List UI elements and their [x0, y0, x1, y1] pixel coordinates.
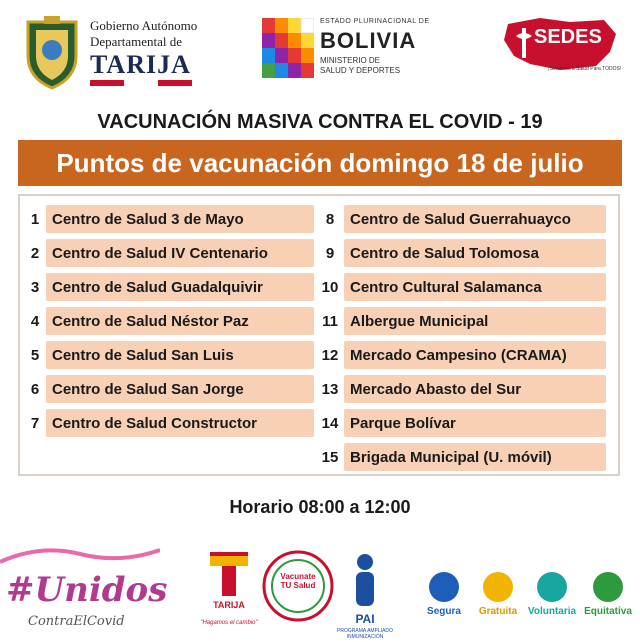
unidos-contra-covid-logo: [0, 570, 168, 642]
tarija-seal-icon: [18, 12, 86, 90]
vacunate-line1: Vacunate: [280, 572, 316, 581]
list-item: [24, 375, 314, 403]
item-number: 15: [321, 448, 339, 466]
list-item: [24, 239, 314, 267]
item-name: Centro de Salud Néstor Paz: [46, 307, 314, 335]
item-name: Centro de Salud San Jorge: [46, 375, 314, 403]
item-number: 3: [30, 278, 40, 296]
wiphala-icon: [262, 18, 314, 80]
ministerio-salud-logo: [262, 14, 432, 86]
page-title: VACUNACIÓN MASIVA CONTRA EL COVID - 19: [97, 111, 543, 133]
item-name: Albergue Municipal: [344, 307, 606, 335]
list-item: [316, 307, 606, 335]
attribute-equitativa: [580, 572, 636, 617]
gob-line1: Gobierno Autónomo: [90, 18, 198, 33]
tarija-municipal-logo: [196, 550, 262, 642]
vacunate-line2: TU Salud: [280, 581, 316, 590]
item-name: Centro de Salud San Luis: [46, 341, 314, 369]
pink-wave-icon: [0, 544, 160, 564]
list-item: [316, 239, 606, 267]
hand-icon: [537, 572, 567, 602]
attribute-label: Segura: [427, 606, 461, 617]
list-item: [24, 341, 314, 369]
item-number: 1: [30, 210, 40, 228]
sedes-logo: [500, 12, 620, 90]
vacunate-circle-text: [278, 572, 318, 590]
attribute-label: Voluntaria: [527, 606, 577, 617]
attribute-voluntaria: [524, 572, 580, 617]
gobierno-tarija-logo: [18, 12, 228, 90]
footer: [0, 540, 640, 642]
item-name: Centro de Salud Constructor: [46, 409, 314, 437]
item-number: 2: [30, 244, 40, 262]
list-item: [316, 341, 606, 369]
vaccination-points-panel: [18, 194, 620, 476]
sedes-name: SEDES: [534, 26, 602, 48]
item-number: 9: [325, 244, 335, 262]
bol-name: BOLIVIA: [320, 28, 417, 53]
tarija-logo-slogan: "Hagamos el cambio": [200, 620, 258, 626]
attribute-label: Gratuita: [478, 606, 518, 617]
tarija-emblem-icon: [196, 550, 262, 598]
gob-name: TARIJA: [90, 50, 191, 79]
list-item: [316, 273, 606, 301]
item-number: 10: [321, 278, 339, 296]
item-number: 4: [30, 312, 40, 330]
item-name: Centro de Salud IV Centenario: [46, 239, 314, 267]
list-item: [316, 409, 606, 437]
item-number: 7: [30, 414, 40, 432]
item-number: 11: [322, 312, 338, 330]
attribute-segura: [416, 572, 472, 617]
tarija-logo-name: TARIJA: [213, 600, 245, 610]
person-icon: [340, 552, 390, 610]
unidos-sub: ContraElCovid: [28, 614, 125, 629]
item-name: Centro de Salud 3 de Mayo: [46, 205, 314, 233]
bol-ministry-line1: MINISTERIO DE: [320, 56, 381, 65]
sedes-sub: ¡Servimos a Salud Para TODOS!: [548, 66, 622, 72]
date-banner-text: Puntos de vacunación domingo 18 de julio: [56, 148, 584, 178]
list-item: [24, 409, 314, 437]
attribute-label: Equitativa: [584, 606, 632, 617]
pai-name: PAI: [355, 612, 375, 626]
list-item: [24, 205, 314, 233]
bol-small: ESTADO PLURINACIONAL DE: [320, 18, 430, 25]
attribute-gratuita: [470, 572, 526, 617]
list-item: [316, 375, 606, 403]
item-name: Centro de Salud Tolomosa: [344, 239, 606, 267]
flag-stripe-icon: [90, 80, 226, 86]
item-name: Centro Cultural Salamanca: [344, 273, 606, 301]
item-number: 13: [321, 380, 339, 398]
shield-icon: [429, 572, 459, 602]
item-name: Centro de Salud Guerrahuayco: [344, 205, 606, 233]
list-item: [24, 273, 314, 301]
gob-line2: Departamental de: [90, 34, 183, 49]
item-number: 14: [321, 414, 339, 432]
list-item: [24, 307, 314, 335]
item-number: 6: [30, 380, 40, 398]
item-name: Parque Bolívar: [344, 409, 606, 437]
list-item: [316, 205, 606, 233]
item-name: Mercado Campesino (CRAMA): [344, 341, 606, 369]
item-number: 12: [321, 346, 339, 364]
smile-icon: [483, 572, 513, 602]
header: [0, 0, 640, 100]
item-name: Brigada Municipal (U. móvil): [344, 443, 606, 471]
list-item: [316, 443, 606, 471]
date-banner: [18, 140, 622, 186]
vacunate-circle-logo: [262, 550, 334, 622]
unidos-main: #Unidos: [6, 570, 168, 610]
bol-ministry-line2: SALUD Y DEPORTES: [320, 66, 401, 75]
schedule-text: Horario 08:00 a 12:00: [229, 497, 411, 517]
item-number: 8: [325, 210, 335, 228]
scales-icon: [593, 572, 623, 602]
item-name: Mercado Abasto del Sur: [344, 375, 606, 403]
bol-ministry: [320, 56, 400, 76]
pai-sub: PROGRAMA AMPLIADO INMUNIZACIÓN: [337, 628, 393, 640]
pai-logo: [337, 552, 393, 642]
item-name: Centro de Salud Guadalquivir: [46, 273, 314, 301]
item-number: 5: [30, 346, 40, 364]
